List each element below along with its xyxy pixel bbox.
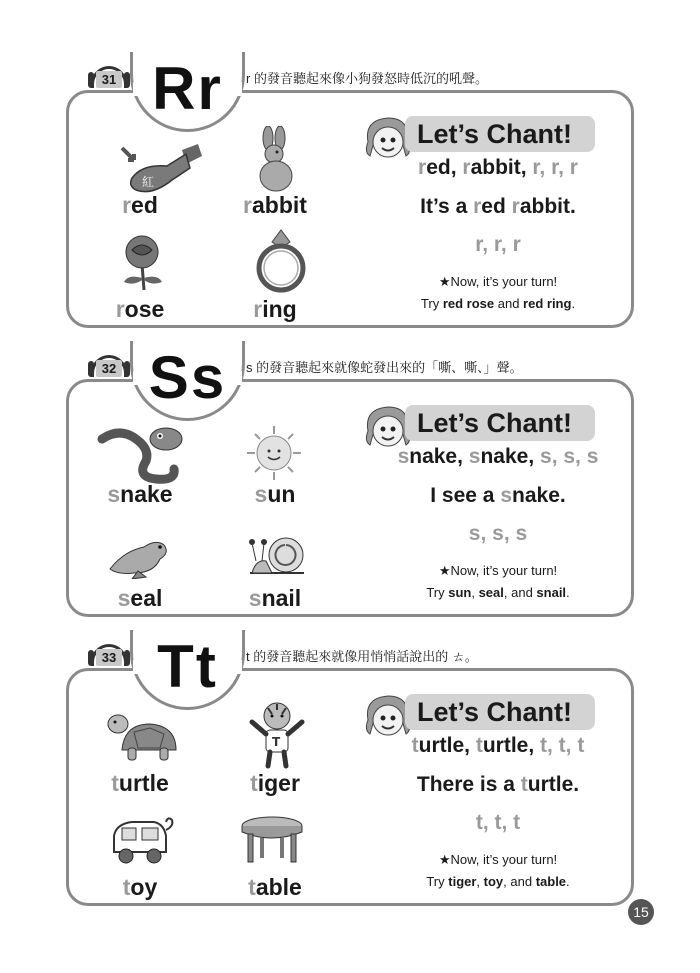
rose-icon: [114, 234, 172, 292]
word-table: table: [248, 874, 302, 900]
lets-chant-title: Let’s Chant!: [405, 116, 595, 152]
chant-line-2: I see a snake.: [430, 484, 566, 507]
red-paint-tube-icon: [112, 140, 202, 200]
tiger-icon: [246, 700, 308, 770]
word-turtle: turtle: [111, 770, 169, 796]
ring-icon: [250, 228, 312, 294]
chant-line-3: r, r, r: [475, 233, 521, 256]
big-letter: Rr: [152, 55, 223, 122]
page-number: 15: [628, 899, 654, 925]
chant-line-3: t, t, t: [475, 811, 521, 834]
word-sun: sun: [254, 481, 296, 507]
svg-text:紅: 紅: [142, 175, 155, 189]
word-toy: toy: [122, 874, 158, 900]
rabbit-icon: [254, 126, 298, 194]
chant-line-1: turtle, turtle, t, t, t: [411, 734, 585, 757]
turtle-icon: [104, 710, 180, 770]
pronunciation-description: r 的發音聽起來像小狗發怒時低沉的吼聲。: [246, 71, 488, 86]
sun-icon: [246, 425, 302, 481]
track-number: 32: [96, 360, 122, 377]
chant-line-3: s, s, s: [468, 522, 528, 545]
chant-line-2: It’s a red rabbit.: [420, 195, 576, 218]
pronunciation-description: s 的發音聽起來就像蛇發出來的「嘶、嘶、」聲。: [246, 360, 523, 375]
section-letter-s: [0, 341, 700, 631]
your-turn-note: ★Now, it’s your turn!: [438, 274, 558, 289]
word-ring: ring: [253, 296, 297, 322]
seal-icon: [104, 533, 176, 579]
try-instruction: Try tiger, toy, and table.: [426, 874, 570, 889]
svg-text:T: T: [272, 735, 281, 749]
lets-chant-title: Let’s Chant!: [405, 694, 595, 730]
word-seal: seal: [117, 585, 163, 611]
word-tiger: tiger: [250, 770, 300, 796]
toy-car-icon: [108, 816, 178, 868]
try-instruction: Try sun, seal, and snail.: [426, 585, 570, 600]
audio-track-badge[interactable]: [88, 66, 130, 92]
audio-track-badge[interactable]: [88, 355, 130, 381]
your-turn-note: ★Now, it’s your turn!: [438, 563, 558, 578]
pronunciation-description: t 的發音聽起來就像用悄悄話說出的 ㄊ。: [246, 649, 478, 664]
chant-line-2: There is a turtle.: [416, 773, 580, 796]
word-red: red: [122, 192, 158, 218]
section-letter-t: [0, 630, 700, 920]
word-snake: snake: [107, 481, 173, 507]
table-icon: [240, 816, 304, 866]
track-number: 33: [96, 649, 122, 666]
lets-chant-title: Let’s Chant!: [405, 405, 595, 441]
your-turn-note: ★Now, it’s your turn!: [438, 852, 558, 867]
snake-icon: [96, 425, 188, 485]
chant-line-1: snake, snake, s, s, s: [397, 445, 599, 468]
snail-icon: [246, 529, 308, 577]
word-rose: rose: [115, 296, 165, 322]
chant-line-1: red, rabbit, r, r, r: [418, 156, 578, 179]
big-letter: Tt: [157, 633, 218, 700]
track-number: 31: [96, 71, 122, 88]
word-rabbit: rabbit: [243, 192, 307, 218]
big-letter: Ss: [148, 344, 227, 411]
word-snail: snail: [248, 585, 302, 611]
section-letter-r: [0, 52, 700, 342]
try-instruction: Try red rose and red ring.: [420, 296, 576, 311]
audio-track-badge[interactable]: [88, 644, 130, 670]
